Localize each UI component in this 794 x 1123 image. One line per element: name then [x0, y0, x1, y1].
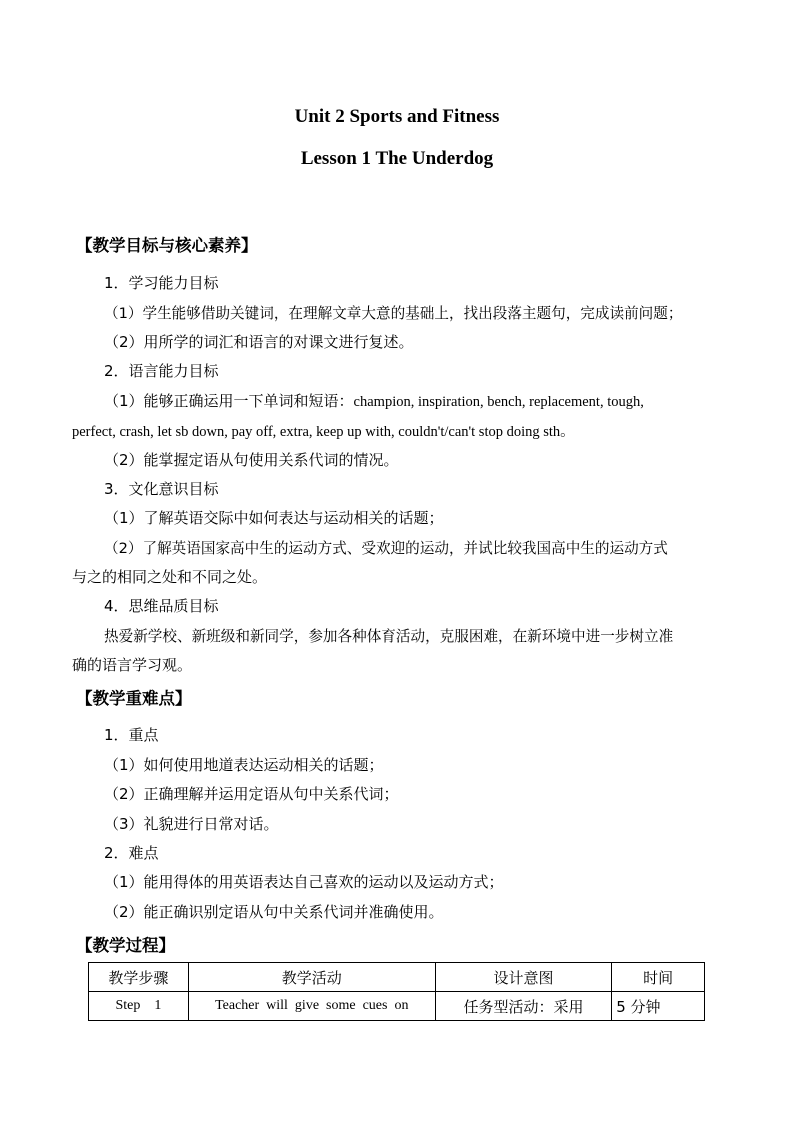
language-objective-item-1 [104, 390, 644, 411]
key-points-heading: 【教学重难点】 [76, 689, 192, 708]
culture-objective-item-2a: （2）了解英语国家高中生的运动方式、受欢迎的运动，并试比较我国高中生的运动方式 [104, 540, 668, 557]
cell-step: Step 1 [89, 992, 189, 1021]
vocab-list-a: champion, inspiration, bench, replacement, tough, [353, 394, 644, 410]
focus-item-2: （2）正确理解并运用定语从句中关系代词； [104, 785, 399, 803]
focus-item-1: （1）如何使用地道表达运动相关的话题； [104, 756, 384, 774]
thinking-objective-text-a: 热爱新学校、新班级和新同学，参加各种体育活动，克服困难，在新环境中进一步树立准 [104, 628, 674, 645]
focus-item-3: （3）礼貌进行日常对话。 [104, 815, 279, 833]
teaching-process-table [88, 962, 705, 1021]
focus-label: 1．重点 [104, 726, 159, 744]
cell-intent: 任务型活动：采用 [435, 992, 612, 1021]
culture-objective-item-2b: 与之的相同之处和不同之处。 [72, 568, 268, 586]
vocab-list-b: perfect, crash, let sb down, pay off, extra, keep up with, couldn't/can't stop doing sth。 [72, 424, 575, 440]
thinking-objective-text-b: 确的语言学习观。 [72, 656, 193, 674]
language-objective-label: 2．语言能力目标 [104, 362, 219, 380]
language-objective-item-2: （2）能掌握定语从句使用关系代词的情况。 [104, 451, 399, 469]
thinking-objective-label: 4．思维品质目标 [104, 597, 219, 615]
culture-objective-item-1: （1）了解英语交际中如何表达与运动相关的话题； [104, 509, 444, 527]
cell-activity: Teacher will give some cues on [188, 992, 435, 1021]
difficulty-item-2: （2）能正确识别定语从句中关系代词并准确使用。 [104, 903, 444, 921]
learning-objective-label: 1．学习能力目标 [104, 274, 219, 292]
table-row [89, 992, 705, 1021]
unit-title: Unit 2 Sports and Fitness [294, 106, 500, 127]
culture-objective-label: 3．文化意识目标 [104, 480, 219, 498]
table-header-row [89, 963, 705, 992]
language-item-1-prefix: （1）能够正确运用一下单词和短语： [104, 392, 354, 410]
lesson-title: Lesson 1 The Underdog [300, 148, 494, 169]
objectives-heading: 【教学目标与核心素养】 [76, 236, 258, 255]
column-header-step: 教学步骤 [89, 963, 189, 992]
learning-objective-item-2: （2）用所学的词汇和语言的对课文进行复述。 [104, 333, 414, 351]
column-header-time: 时间 [612, 963, 705, 992]
difficulty-item-1: （1）能用得体的用英语表达自己喜欢的运动以及运动方式； [104, 873, 504, 891]
process-heading: 【教学过程】 [76, 936, 175, 955]
column-header-activity: 教学活动 [188, 963, 435, 992]
difficulty-label: 2．难点 [104, 844, 159, 862]
cell-time: 5 分钟 [612, 992, 705, 1021]
learning-objective-item-1: （1）学生能够借助关键词，在理解文章大意的基础上，找出段落主题句，完成读前问题； [104, 305, 683, 322]
column-header-intent: 设计意图 [435, 963, 612, 992]
